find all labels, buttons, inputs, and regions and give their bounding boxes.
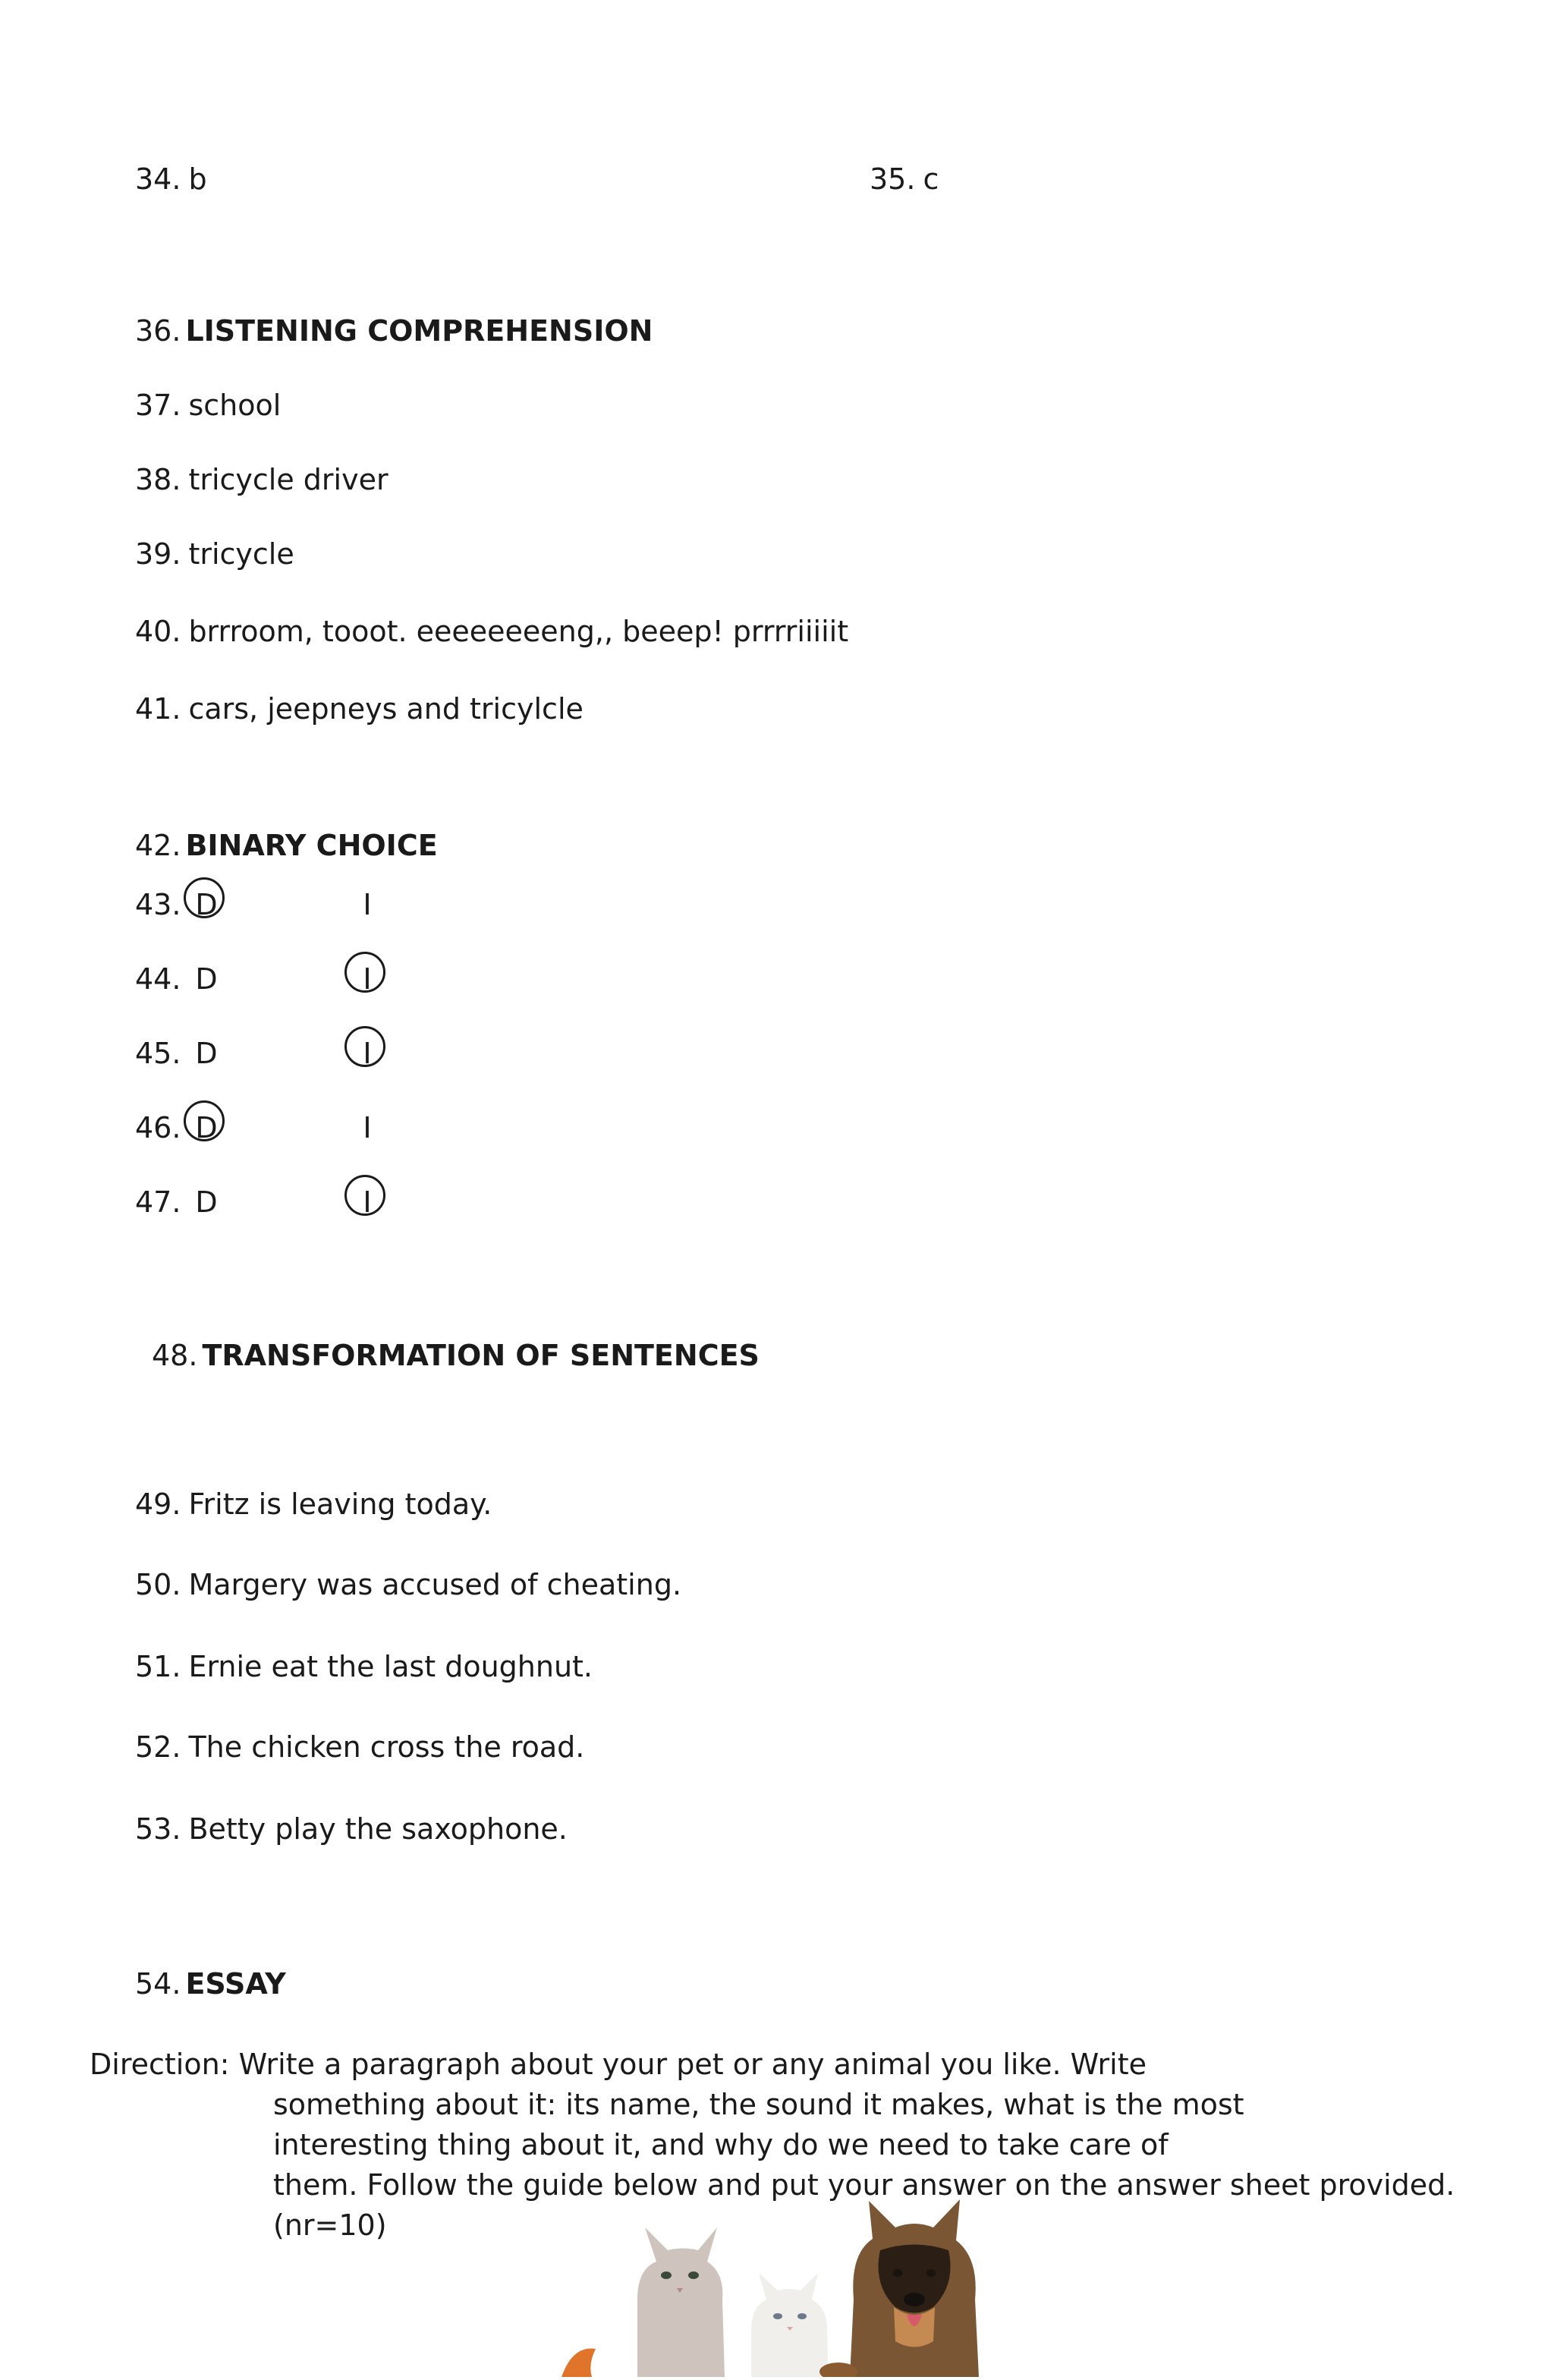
item-number: 36. xyxy=(135,314,181,348)
item-number: 45. xyxy=(135,1037,181,1070)
item-number: 37. xyxy=(135,389,181,422)
section-title: ESSAY xyxy=(185,1967,286,2001)
section-heading-listening xyxy=(135,313,653,349)
option-d: D xyxy=(195,1185,218,1219)
list-item xyxy=(135,691,584,727)
answer-35 xyxy=(870,161,939,197)
direction-line-5: (nr=10) xyxy=(273,2208,387,2242)
direction-label: Direction: xyxy=(90,2048,230,2081)
answer-text: cars, jeepneys and tricylcle xyxy=(188,692,584,726)
direction-line-4: them. Follow the guide below and put your answer on the answer sheet provided. xyxy=(273,2168,1455,2202)
direction-text: Write a paragraph about your pet or any animal you like. Write xyxy=(238,2048,1147,2081)
pets-photo xyxy=(531,2186,1077,2377)
binary-choice-row xyxy=(135,1035,439,1081)
option-i: I xyxy=(363,888,372,921)
item-number: 46. xyxy=(135,1111,181,1144)
item-number: 50. xyxy=(135,1568,181,1601)
binary-choice-row xyxy=(135,1110,439,1155)
answer-circle-icon xyxy=(344,952,385,993)
option-d: D xyxy=(195,962,218,996)
section-heading-binary xyxy=(135,827,438,864)
cats-and-dog-illustration xyxy=(531,2186,1077,2377)
dog-icon xyxy=(850,2199,979,2377)
section-heading-transformation xyxy=(152,1337,760,1374)
list-item xyxy=(135,1486,492,1522)
item-number: 47. xyxy=(135,1185,181,1219)
item-number: 53. xyxy=(135,1812,181,1846)
item-number: 51. xyxy=(135,1650,181,1683)
answer-text: brrroom, tooot. eeeeeeeeng,, beeep! prrrriiiiit xyxy=(188,615,849,648)
answer-text: c xyxy=(923,162,939,196)
answer-text: The chicken cross the road. xyxy=(188,1730,585,1764)
answer-circle-icon xyxy=(344,1026,385,1067)
list-item xyxy=(135,461,388,498)
option-i: I xyxy=(363,1111,372,1144)
answer-circle-icon xyxy=(184,1100,225,1141)
item-number: 35. xyxy=(870,162,916,196)
item-number: 43. xyxy=(135,888,181,921)
section-title: BINARY CHOICE xyxy=(185,829,438,862)
option-i: I xyxy=(363,962,372,996)
list-item xyxy=(135,1566,681,1603)
list-item xyxy=(135,1648,593,1685)
option-i: I xyxy=(363,1185,372,1219)
answer-circle-icon xyxy=(184,877,225,918)
item-number: 49. xyxy=(135,1488,181,1521)
direction-line-2: something about it: its name, the sound it makes, what is the most xyxy=(273,2088,1244,2121)
list-item xyxy=(135,1729,584,1765)
answer-text: school xyxy=(188,389,282,422)
item-number: 41. xyxy=(135,692,181,726)
sphynx-cat-icon xyxy=(637,2227,725,2377)
white-cat-icon xyxy=(751,2273,829,2377)
section-title: LISTENING COMPREHENSION xyxy=(185,314,653,348)
answer-text: Betty play the saxophone. xyxy=(188,1812,568,1846)
item-number: 42. xyxy=(135,829,181,862)
answer-text: b xyxy=(188,162,207,196)
answer-circle-icon xyxy=(344,1175,385,1216)
binary-choice-row xyxy=(135,886,439,932)
option-d: D xyxy=(195,888,218,921)
answer-text: tricycle driver xyxy=(188,463,388,496)
binary-choice-row xyxy=(135,1184,439,1229)
direction-line-1 xyxy=(90,2045,1425,2085)
section-title: TRANSFORMATION OF SENTENCES xyxy=(202,1339,760,1372)
section-heading-essay xyxy=(135,1966,286,2002)
item-number: 39. xyxy=(135,537,181,571)
list-item xyxy=(135,1811,568,1847)
item-number: 54. xyxy=(135,1967,181,2001)
item-number: 34. xyxy=(135,162,181,196)
item-number: 48. xyxy=(152,1339,198,1372)
list-item xyxy=(135,387,281,423)
option-d: D xyxy=(195,1111,218,1144)
answer-text: Margery was accused of cheating. xyxy=(188,1568,682,1601)
direction-line-3: interesting thing about it, and why do we need to take care of xyxy=(273,2128,1169,2161)
option-i: I xyxy=(363,1037,372,1070)
answer-text: tricycle xyxy=(188,537,294,571)
item-number: 52. xyxy=(135,1730,181,1764)
option-d: D xyxy=(195,1037,218,1070)
answer-text: Fritz is leaving today. xyxy=(188,1488,492,1521)
item-number: 40. xyxy=(135,615,181,648)
binary-choice-row xyxy=(135,961,439,1006)
item-number: 38. xyxy=(135,463,181,496)
answer-text: Ernie eat the last doughnut. xyxy=(188,1650,593,1683)
list-item xyxy=(135,536,294,572)
list-item xyxy=(135,613,848,650)
item-number: 44. xyxy=(135,962,181,996)
answer-34 xyxy=(135,161,207,197)
